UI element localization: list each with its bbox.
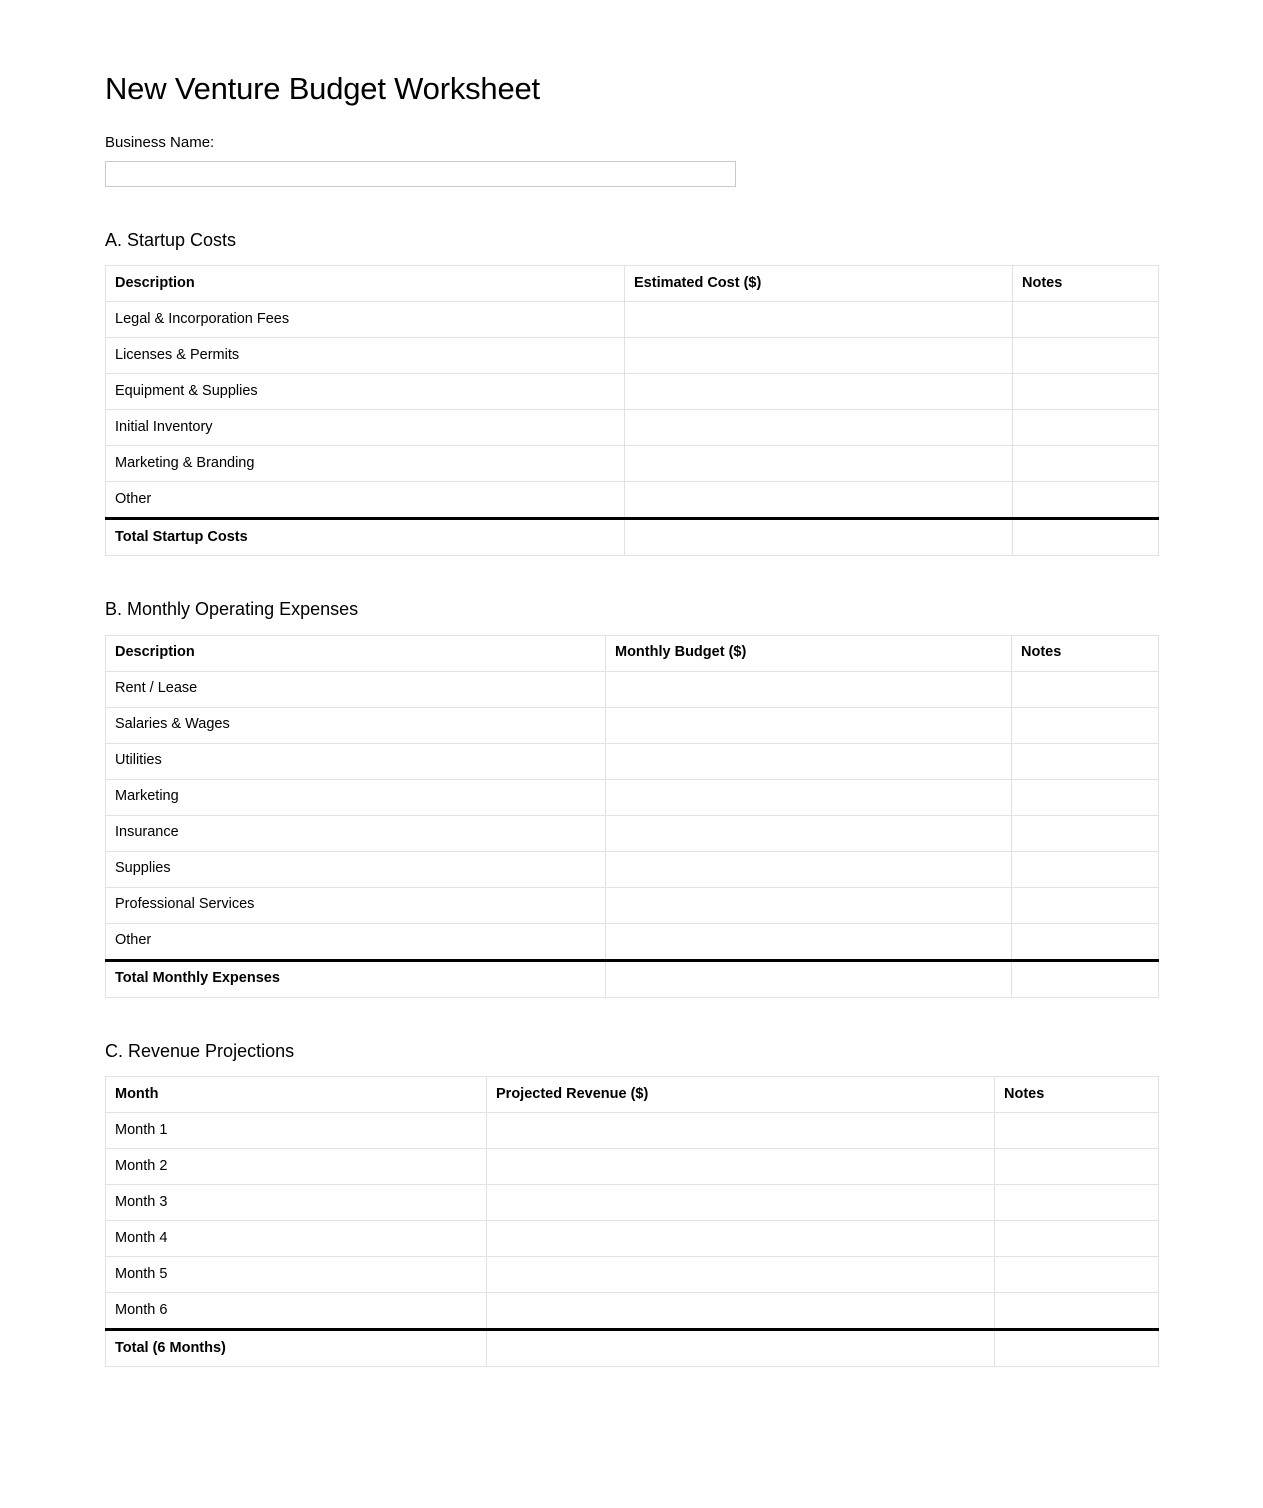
total-label: Total Startup Costs <box>106 519 625 556</box>
notes-cell[interactable] <box>1012 887 1159 923</box>
business-name-label: Business Name: <box>105 134 215 152</box>
budget-cell[interactable] <box>606 671 1012 707</box>
startup-costs-table <box>105 265 1159 556</box>
table-row <box>106 1113 1159 1149</box>
row-label: Utilities <box>106 743 606 779</box>
column-header-projected-revenue: Projected Revenue ($) <box>487 1077 995 1113</box>
row-label: Equipment & Supplies <box>106 374 625 410</box>
total-notes-cell[interactable] <box>995 1330 1159 1367</box>
total-notes-cell[interactable] <box>1012 960 1159 997</box>
business-name-group <box>105 133 1158 187</box>
table-row <box>106 671 1159 707</box>
row-label: Other <box>106 482 625 519</box>
table-header-row <box>106 266 1159 302</box>
column-header-month: Month <box>106 1077 487 1113</box>
row-label: Month 3 <box>106 1185 487 1221</box>
total-notes-cell[interactable] <box>1013 519 1159 556</box>
total-row <box>106 519 1159 556</box>
business-name-input[interactable] <box>105 161 736 187</box>
table-header-row <box>106 635 1159 671</box>
notes-cell[interactable] <box>1012 815 1159 851</box>
table-row <box>106 1257 1159 1293</box>
column-header-estimated-cost: Estimated Cost ($) <box>625 266 1013 302</box>
section-monthly-operating-expenses <box>105 598 1158 998</box>
row-label: Rent / Lease <box>106 671 606 707</box>
column-header-description: Description <box>106 635 606 671</box>
budget-cell[interactable] <box>606 743 1012 779</box>
budget-cell[interactable] <box>606 707 1012 743</box>
revenue-cell[interactable] <box>487 1185 995 1221</box>
notes-cell[interactable] <box>995 1293 1159 1330</box>
row-label: Marketing & Branding <box>106 446 625 482</box>
budget-cell[interactable] <box>606 851 1012 887</box>
page-title: New Venture Budget Worksheet <box>105 71 540 106</box>
monthly-expenses-table <box>105 635 1159 998</box>
notes-cell[interactable] <box>1012 707 1159 743</box>
budget-cell[interactable] <box>606 815 1012 851</box>
notes-cell[interactable] <box>995 1185 1159 1221</box>
row-label: Month 1 <box>106 1113 487 1149</box>
table-row <box>106 482 1159 519</box>
cost-cell[interactable] <box>625 374 1013 410</box>
column-header-notes: Notes <box>1013 266 1159 302</box>
table-row <box>106 302 1159 338</box>
row-label: Month 5 <box>106 1257 487 1293</box>
total-row <box>106 1330 1159 1367</box>
cost-cell[interactable] <box>625 446 1013 482</box>
column-header-notes: Notes <box>995 1077 1159 1113</box>
notes-cell[interactable] <box>995 1113 1159 1149</box>
section-b-heading: B. Monthly Operating Expenses <box>105 599 359 620</box>
section-startup-costs <box>105 229 1158 557</box>
total-revenue-cell[interactable] <box>487 1330 995 1367</box>
notes-cell[interactable] <box>1012 851 1159 887</box>
table-row <box>106 743 1159 779</box>
row-label: Month 6 <box>106 1293 487 1330</box>
notes-cell[interactable] <box>1012 923 1159 960</box>
cost-cell[interactable] <box>625 482 1013 519</box>
table-row <box>106 1149 1159 1185</box>
budget-cell[interactable] <box>606 887 1012 923</box>
notes-cell[interactable] <box>1012 779 1159 815</box>
section-revenue-projections <box>105 1040 1158 1368</box>
table-row <box>106 1185 1159 1221</box>
budget-cell[interactable] <box>606 923 1012 960</box>
table-row <box>106 374 1159 410</box>
table-header-row <box>106 1077 1159 1113</box>
row-label: Initial Inventory <box>106 410 625 446</box>
notes-cell[interactable] <box>1012 671 1159 707</box>
table-row <box>106 707 1159 743</box>
cost-cell[interactable] <box>625 302 1013 338</box>
table-row <box>106 851 1159 887</box>
row-label: Licenses & Permits <box>106 338 625 374</box>
row-label: Other <box>106 923 606 960</box>
row-label: Marketing <box>106 779 606 815</box>
notes-cell[interactable] <box>1013 374 1159 410</box>
column-header-monthly-budget: Monthly Budget ($) <box>606 635 1012 671</box>
notes-cell[interactable] <box>995 1257 1159 1293</box>
cost-cell[interactable] <box>625 338 1013 374</box>
notes-cell[interactable] <box>1012 743 1159 779</box>
total-row <box>106 960 1159 997</box>
table-row <box>106 1221 1159 1257</box>
revenue-cell[interactable] <box>487 1293 995 1330</box>
table-row <box>106 779 1159 815</box>
row-label: Supplies <box>106 851 606 887</box>
row-label: Insurance <box>106 815 606 851</box>
row-label: Professional Services <box>106 887 606 923</box>
row-label: Month 4 <box>106 1221 487 1257</box>
section-a-heading: A. Startup Costs <box>105 229 237 250</box>
table-row <box>106 923 1159 960</box>
revenue-projections-table <box>105 1076 1159 1367</box>
table-row <box>106 1293 1159 1330</box>
notes-cell[interactable] <box>1013 482 1159 519</box>
table-row <box>106 410 1159 446</box>
row-label: Salaries & Wages <box>106 707 606 743</box>
revenue-cell[interactable] <box>487 1113 995 1149</box>
column-header-description: Description <box>106 266 625 302</box>
notes-cell[interactable] <box>1013 410 1159 446</box>
notes-cell[interactable] <box>995 1149 1159 1185</box>
notes-cell[interactable] <box>995 1221 1159 1257</box>
revenue-cell[interactable] <box>487 1149 995 1185</box>
total-cost-cell[interactable] <box>625 519 1013 556</box>
column-header-notes: Notes <box>1012 635 1159 671</box>
table-row <box>106 446 1159 482</box>
notes-cell[interactable] <box>1013 302 1159 338</box>
section-c-heading: C. Revenue Projections <box>105 1040 295 1061</box>
revenue-cell[interactable] <box>487 1257 995 1293</box>
table-row <box>106 815 1159 851</box>
revenue-cell[interactable] <box>487 1221 995 1257</box>
table-row <box>106 887 1159 923</box>
total-label: Total (6 Months) <box>106 1330 487 1367</box>
notes-cell[interactable] <box>1013 446 1159 482</box>
total-budget-cell[interactable] <box>606 960 1012 997</box>
cost-cell[interactable] <box>625 410 1013 446</box>
row-label: Month 2 <box>106 1149 487 1185</box>
notes-cell[interactable] <box>1013 338 1159 374</box>
table-row <box>106 338 1159 374</box>
total-label: Total Monthly Expenses <box>106 960 606 997</box>
budget-cell[interactable] <box>606 779 1012 815</box>
row-label: Legal & Incorporation Fees <box>106 302 625 338</box>
